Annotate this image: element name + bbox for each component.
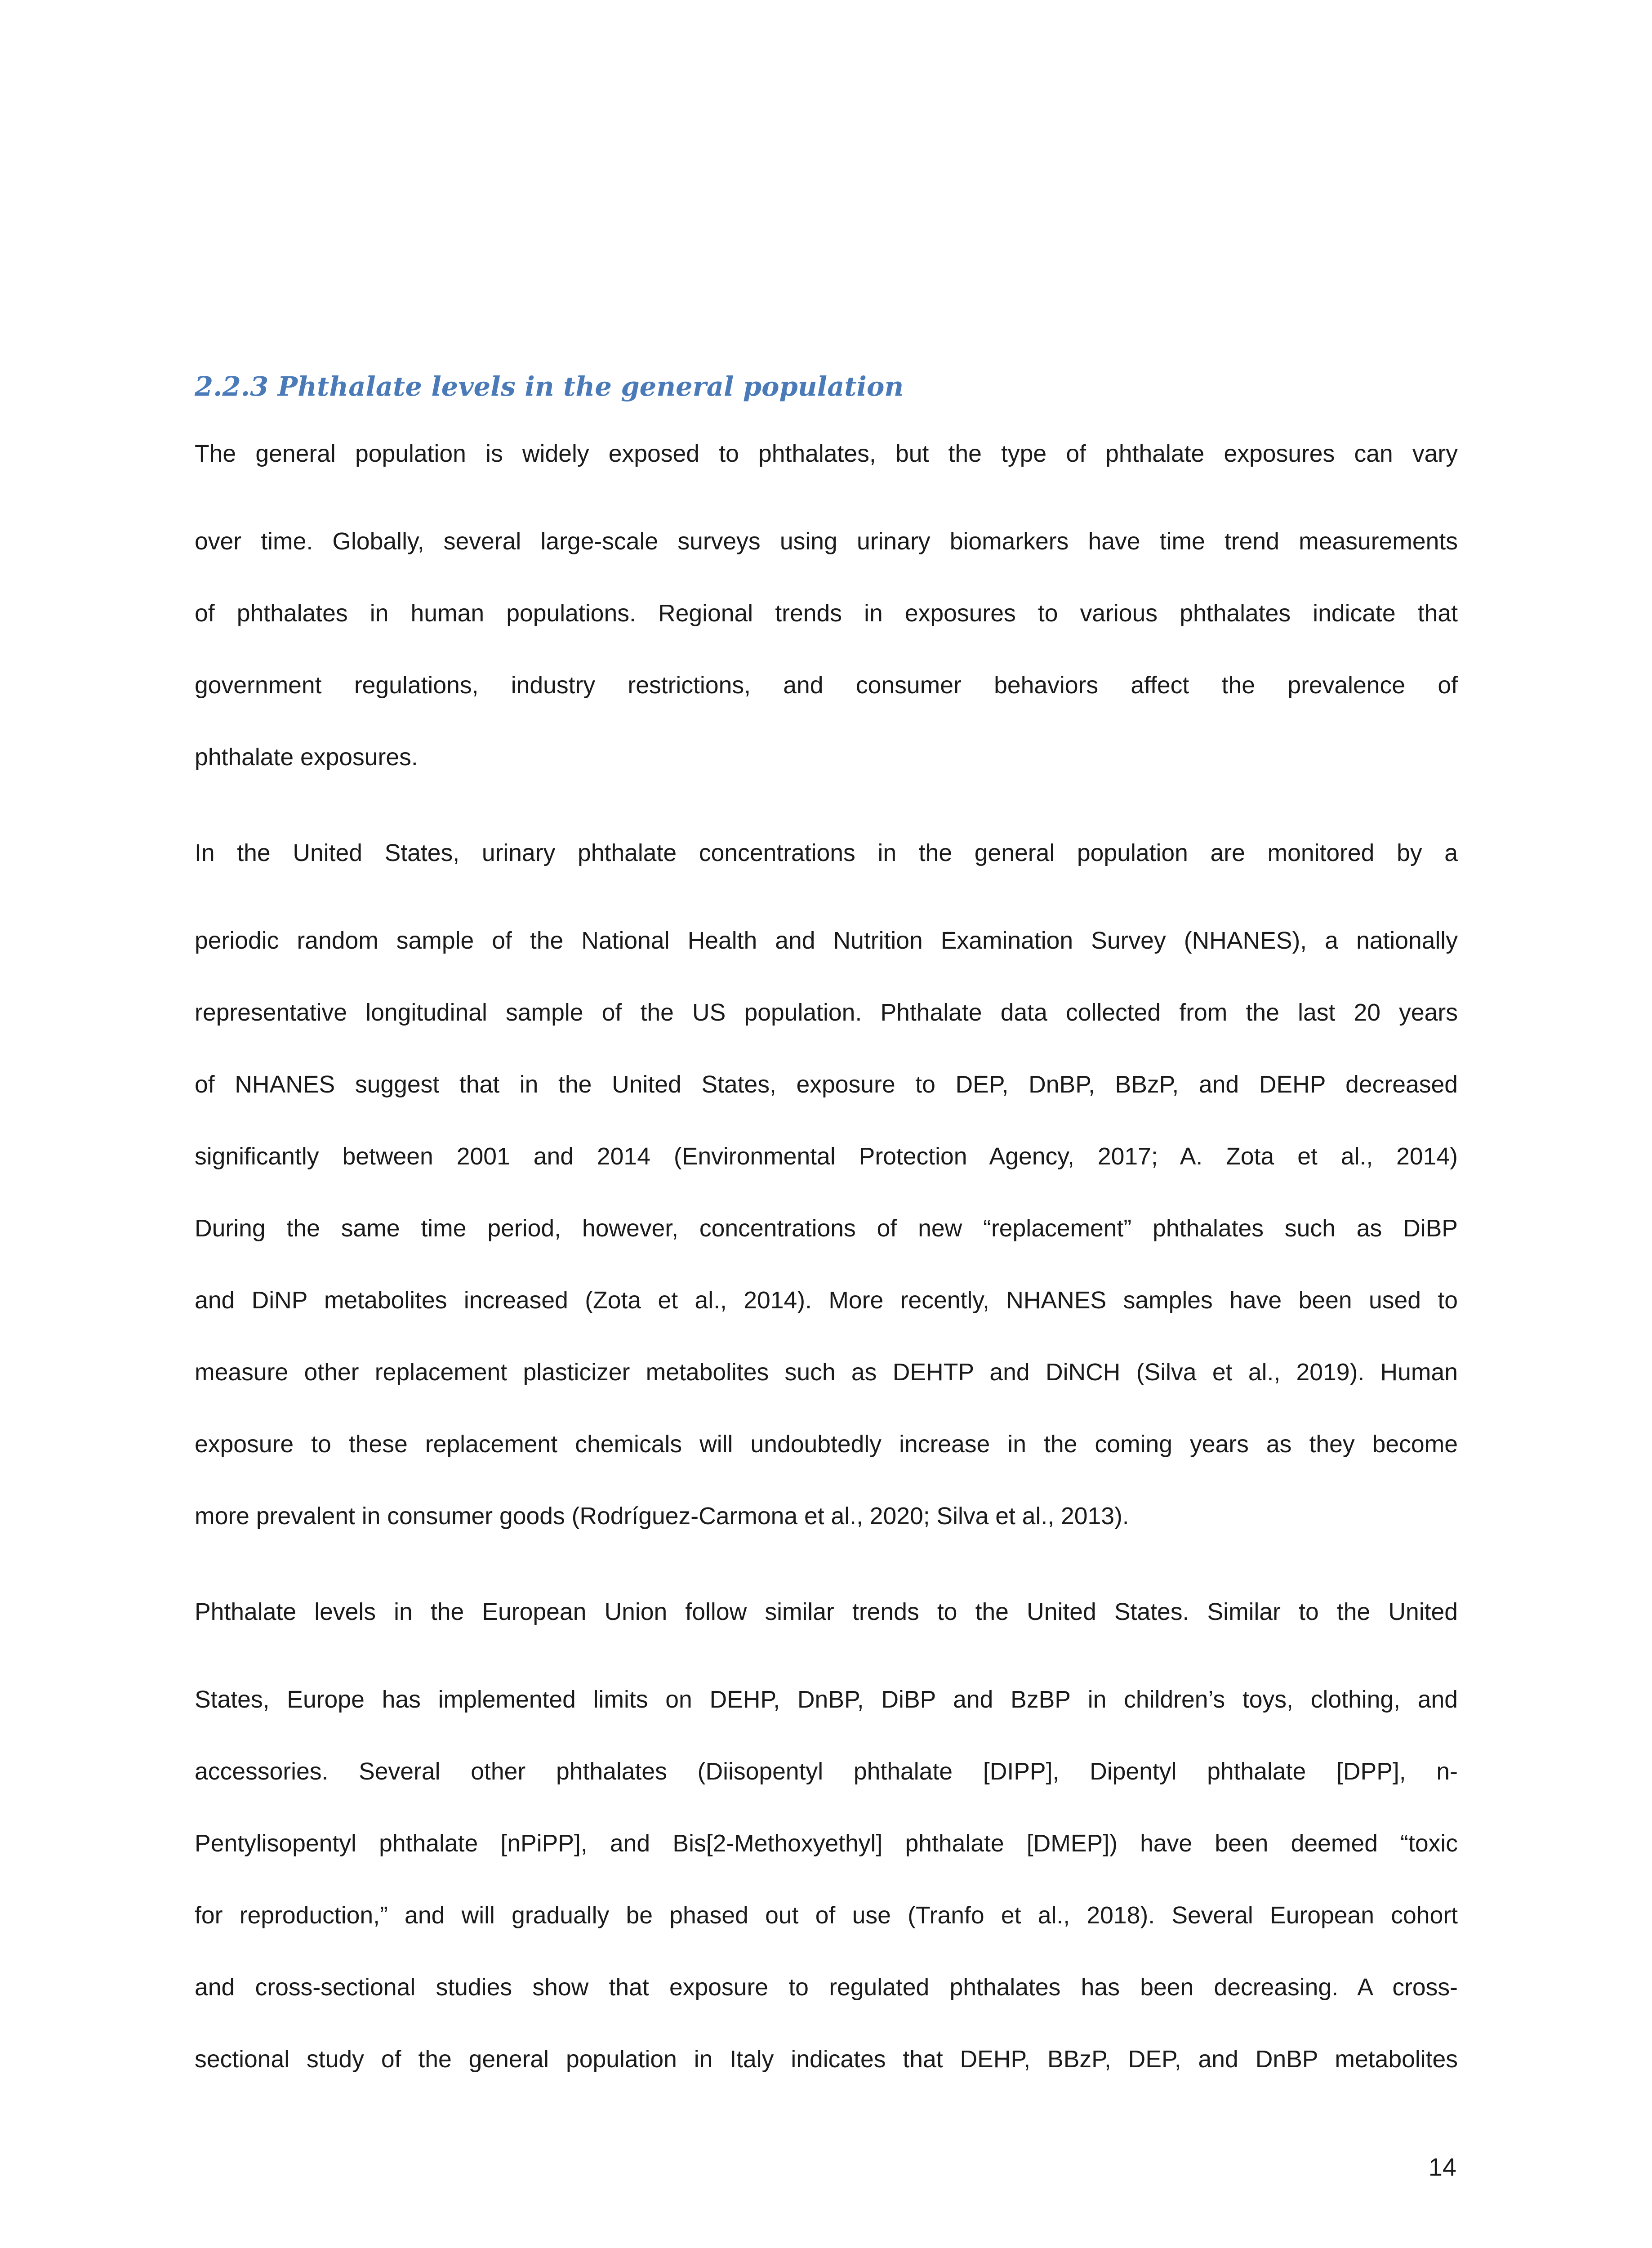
- text-line: Phthalate levels in the European Union follow similar trends to the United States. Similar to the United: [195, 1599, 1458, 1625]
- text-line: significantly between 2001 and 2014 (Environmental Protection Agency, 2017; A. Zota et al., 2014): [195, 1143, 1458, 1170]
- paragraph-european-union: [195, 1592, 1458, 2096]
- page-body: [195, 366, 1458, 2135]
- text-line: of NHANES suggest that in the United States, exposure to DEP, DnBP, BBzP, and DEHP decreased: [195, 1071, 1458, 1098]
- text-line: government regulations, industry restrictions, and consumer behaviors affect the prevalence of: [195, 672, 1458, 699]
- paragraph-united-states: [195, 833, 1458, 1552]
- text-line: accessories. Several other phthalates (Diisopentyl phthalate [DIPP], Dipentyl phthalate [DPP], n-: [195, 1758, 1458, 1785]
- text-line: over time. Globally, several large-scale surveys using urinary biomarkers have time trend measurements: [195, 528, 1458, 555]
- text-line: During the same time period, however, concentrations of new “replacement” phthalates such as DiBP: [195, 1215, 1458, 1242]
- text-line: measure other replacement plasticizer metabolites such as DEHTP and DiNCH (Silva et al., 2019). Human: [195, 1359, 1458, 1386]
- text-line: States, Europe has implemented limits on DEHP, DnBP, DiBP and BzBP in children’s toys, clothing, and: [195, 1686, 1458, 1713]
- page-number: 14: [1428, 2153, 1456, 2181]
- paragraph-general-population: [195, 434, 1458, 794]
- text-line: for reproduction,” and will gradually be phased out of use (Tranfo et al., 2018). Several European cohort: [195, 1902, 1458, 1929]
- text-line: sectional study of the general population in Italy indicates that DEHP, BBzP, DEP, and DnBP metabolites: [195, 2046, 1458, 2073]
- text-line: more prevalent in consumer goods (Rodríguez-Carmona et al., 2020; Silva et al., 2013).: [195, 1503, 1129, 1530]
- text-line: and DiNP metabolites increased (Zota et al., 2014). More recently, NHANES samples have been used to: [195, 1287, 1458, 1314]
- text-line: and cross-sectional studies show that exposure to regulated phthalates has been decreasing. A cross-: [195, 1974, 1458, 2001]
- text-line: periodic random sample of the National Health and Nutrition Examination Survey (NHANES), a nationally: [195, 928, 1458, 954]
- text-line: The general population is widely exposed to phthalates, but the type of phthalate exposures can vary: [195, 441, 1458, 467]
- text-line: phthalate exposures.: [195, 744, 418, 771]
- text-line: In the United States, urinary phthalate concentrations in the general population are monitored by a: [195, 840, 1458, 866]
- text-line: representative longitudinal sample of the US population. Phthalate data collected from the last 20 years: [195, 999, 1458, 1026]
- text-line: exposure to these replacement chemicals will undoubtedly increase in the coming years as they become: [195, 1431, 1458, 1458]
- section-heading: 2.2.3 Phthalate levels in the general population: [195, 371, 904, 402]
- text-line: of phthalates in human populations. Regional trends in exposures to various phthalates indicate that: [195, 600, 1458, 627]
- text-line: Pentylisopentyl phthalate [nPiPP], and Bis[2-Methoxyethyl] phthalate [DMEP]) have been deemed “toxic: [195, 1830, 1458, 1857]
